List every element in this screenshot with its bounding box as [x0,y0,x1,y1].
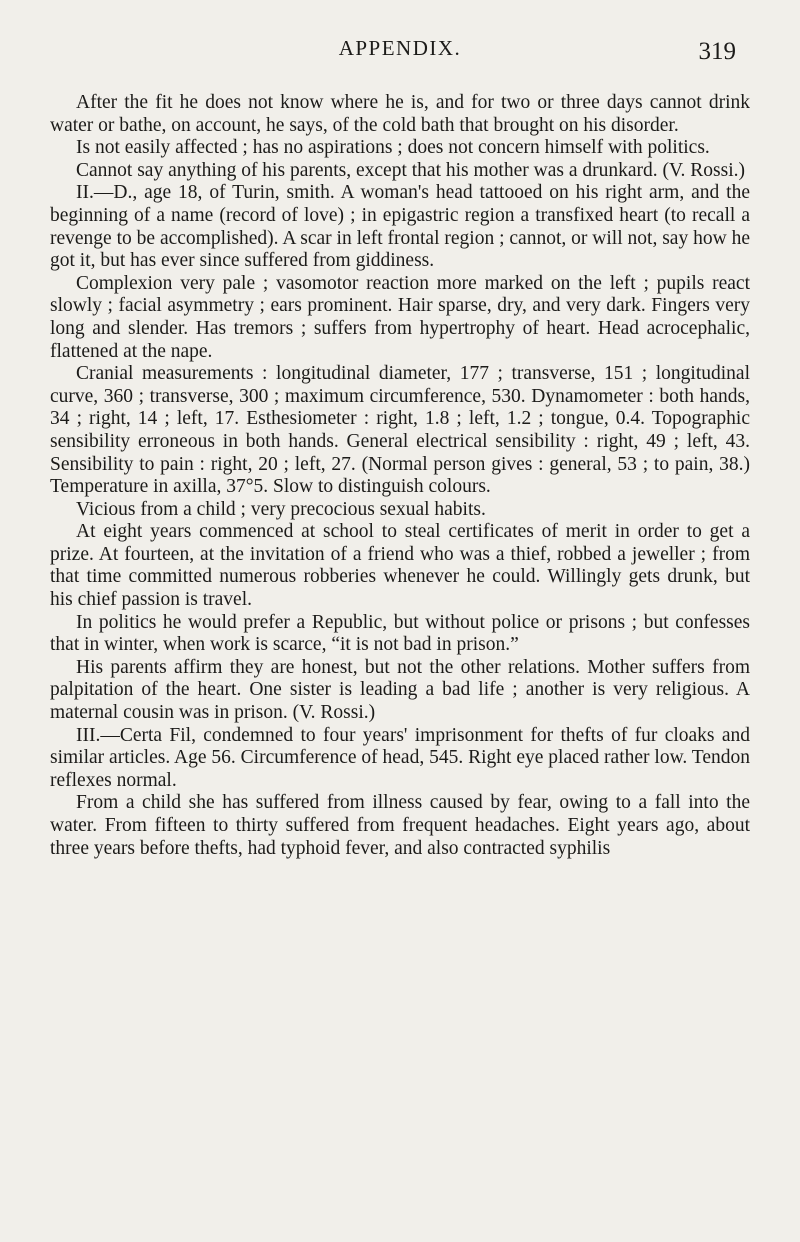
paragraph: Complexion very pale ; vasomotor reaction more marked on the left ; pupils react slowly ; facial asymmetry ; ears prominent. Hair sparse, dry, and very dark. Fingers very long and slender. Has tremors ; suffers from hypertrophy of heart. Head acrocephalic, flattened at the nape. [50,272,750,362]
paragraph: Is not easily affected ; has no aspirations ; does not concern himself with politics. [76,137,710,159]
paragraph: At eight years commenced at school to steal certificates of merit in order to get a prize. At fourteen, at the invitation of a friend who was a thief, robbed a jeweller ; from that time committed numerous robberies whenever he could. Willingly gets drunk, but his chief passion is travel. [50,521,750,611]
paragraph: In politics he would prefer a Republic, but without police or prisons ; but confesses that in winter, when work is scarce, “it is not bad in prison.” [50,611,750,656]
paragraph: II.—D., age 18, of Turin, smith. A woman's head tattooed on his right arm, and the beginning of a name (record of love) ; in epigastric region a transfixed heart (to recall a revenge to be accomplished). A scar in left frontal region ; cannot, or will not, say how he got it, but has ever since suffered from giddiness. [50,182,750,272]
paragraph: After the fit he does not know where he is, and for two or three days cannot drink water or bathe, on account, he says, of the cold bath that brought on his disorder. [50,92,750,136]
running-title: APPENDIX. [338,36,462,60]
page-number: 319 [698,38,736,65]
paragraph: His parents affirm they are honest, but not the other relations. Mother suffers from palpitation of the heart. One sister is leading a bad life ; another is very religious. A maternal cousin was in prison. (V. Rossi.) [50,656,750,724]
paragraph: Vicious from a child ; very precocious sexual habits. [76,498,486,520]
paragraph: III.—Certa Fil, condemned to four years' imprisonment for thefts of fur cloaks and similar articles. Age 56. Circumference of head, 545. Right eye placed rather low. Tendon reflexes normal. [50,724,750,791]
paragraph: Cranial measurements : longitudinal diameter, 177 ; transverse, 151 ; longitudinal curve, 360 ; transverse, 300 ; maximum circumference, 530. Dynamometer : both hands, 34 ; right, 14 ; left, 17. Esthesiometer : right, 1.8 ; left, 1.2 ; tongue, 0.4. Topographic sensibility erroneous in both hands. General electrical sensibility : right, 49 ; left, 43. Sensibility to pain : right, 20 ; left, 27. (Normal person gives : general, 53 ; to pain, 38.) Temperature in axilla, 37°5. Slow to distinguish colours. [50,363,750,498]
paragraph: Cannot say anything of his parents, except that his mother was a drunkard. (V. Rossi.) [76,159,746,181]
running-head [0,36,800,76]
paragraph: From a child she has suffered from illness caused by fear, owing to a fall into the water. From fifteen to thirty suffered from frequent headaches. Eight years ago, about three years before thefts, had typhoid fever, and also contracted syphilis [50,792,750,859]
body-text [50,92,750,860]
